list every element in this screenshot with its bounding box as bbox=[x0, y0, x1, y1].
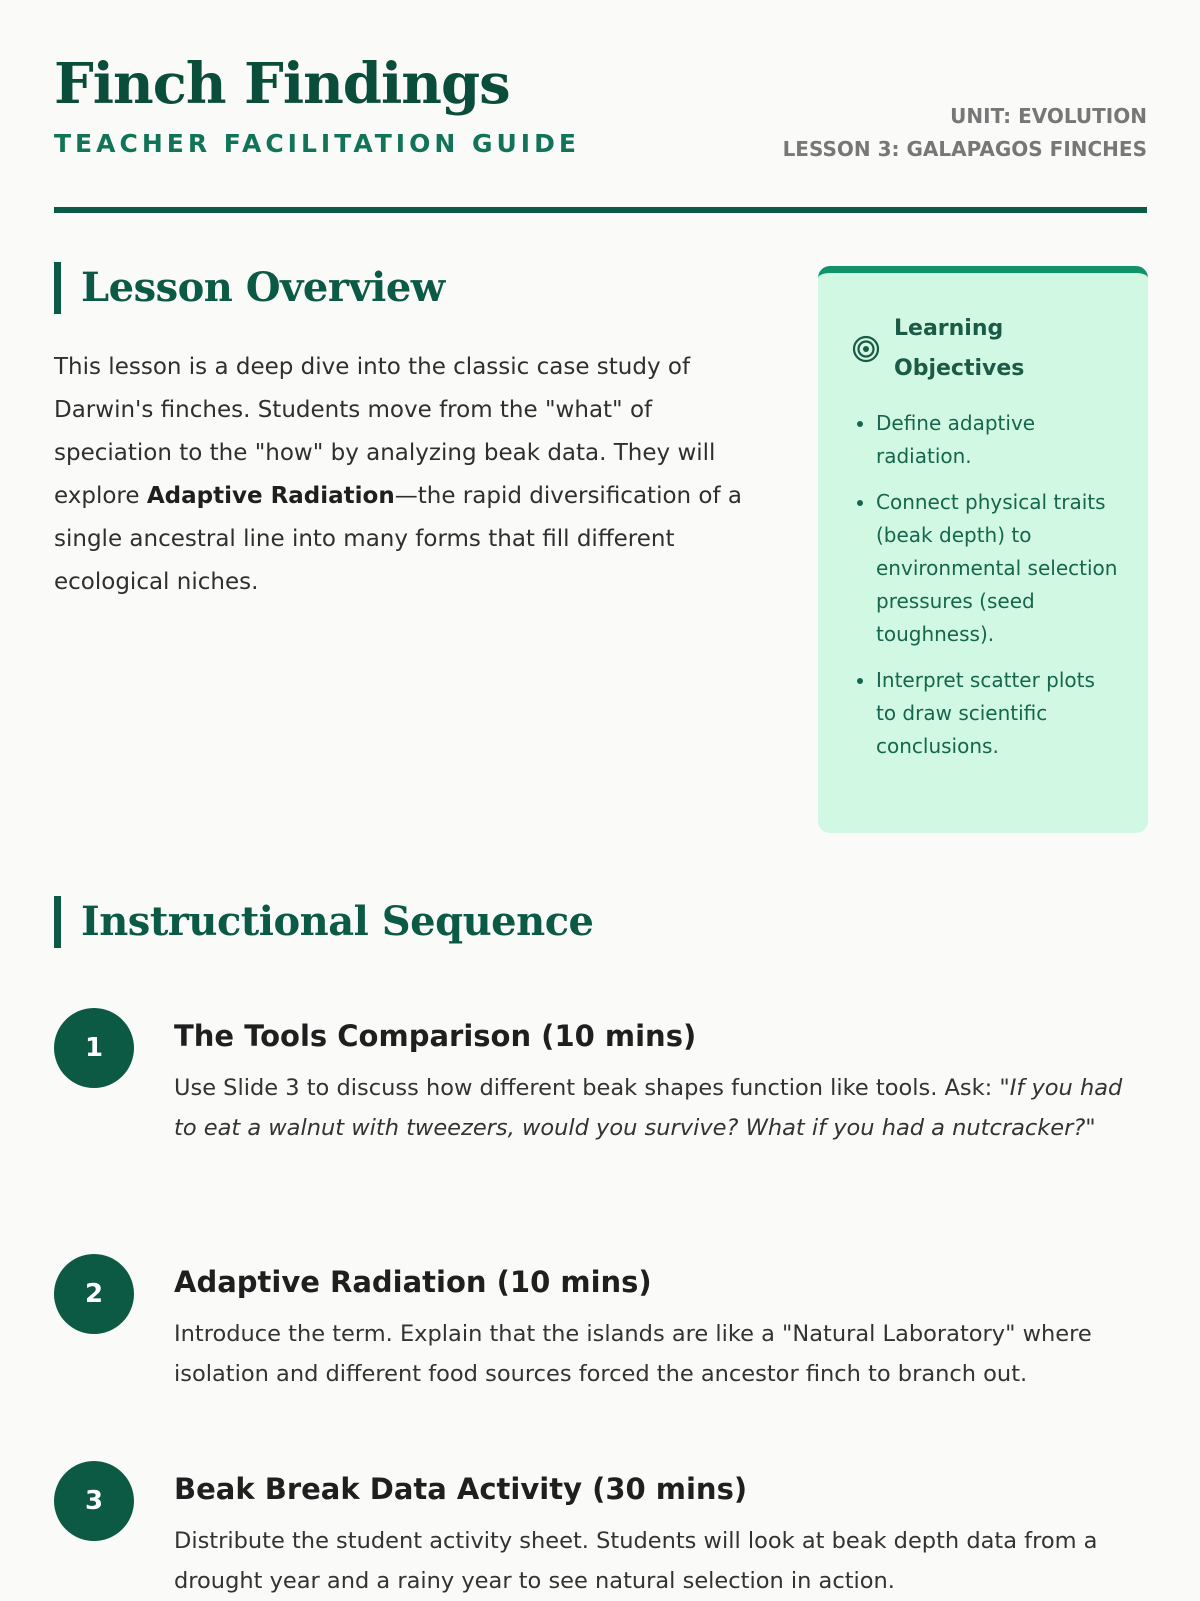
objective-item: • Interpret scatter plots to draw scientific conclusions. bbox=[876, 664, 1118, 763]
unit-label: UNIT: EVOLUTION bbox=[950, 104, 1147, 128]
overview-text-after: —the rapid diversification of a single ancestral line into many forms that fill different ecological niches. bbox=[54, 483, 742, 595]
step-description: Introduce the term. Explain that the islands are like a "Natural Laboratory" where isolation and different food sources forced the ancestor finch to branch out. bbox=[174, 1321, 1092, 1387]
step-title: Adaptive Radiation (10 mins) bbox=[174, 1265, 652, 1299]
overview-heading: Lesson Overview bbox=[54, 262, 445, 314]
objectives-header bbox=[852, 309, 1118, 389]
step-number-badge: 1 bbox=[54, 1008, 134, 1088]
header-divider bbox=[54, 207, 1147, 213]
step-number-badge: 2 bbox=[54, 1254, 134, 1334]
target-icon bbox=[852, 335, 880, 363]
step-title: The Tools Comparison (10 mins) bbox=[174, 1019, 697, 1053]
page-subtitle: TEACHER FACILITATION GUIDE bbox=[54, 129, 580, 158]
objective-item: • Connect physical traits (beak depth) to environmental selection pressures (seed toughness). bbox=[876, 486, 1118, 651]
step-title: Beak Break Data Activity (30 mins) bbox=[174, 1472, 748, 1506]
overview-highlight: Adaptive Radiation bbox=[146, 483, 395, 509]
step-description-text: Use Slide 3 to discuss how different beak shapes function like tools. Ask: bbox=[174, 1075, 1000, 1101]
lesson-meta bbox=[783, 100, 1147, 166]
lesson-label: LESSON 3: GALAPAGOS FINCHES bbox=[782, 137, 1147, 161]
overview-paragraph bbox=[54, 346, 774, 604]
objective-item: • Define adaptive radiation. bbox=[876, 407, 1118, 473]
objectives-list bbox=[852, 407, 1118, 763]
page-header bbox=[54, 0, 1147, 215]
learning-objectives-card bbox=[818, 266, 1148, 833]
step-number-badge: 3 bbox=[54, 1461, 134, 1541]
page-title: Finch Findings bbox=[54, 51, 510, 117]
overview-text-before: This lesson is a deep dive into the classic case study of Darwin's finches. Students move from the "what" of speciation to the "how" by analyzing beak data. They will explore bbox=[54, 354, 716, 509]
sequence-heading: Instructional Sequence bbox=[54, 896, 594, 948]
step-description: Distribute the student activity sheet. Students will look at beak depth data from a drought year and a rainy year to see natural selection in action. bbox=[174, 1528, 1098, 1594]
step-description bbox=[174, 1068, 1149, 1148]
objectives-title: Learning Objectives bbox=[894, 316, 1025, 381]
step-quote: "If you had to eat a walnut with tweezers, would you survive? What if you had a nutcracker?" bbox=[174, 1075, 1123, 1141]
